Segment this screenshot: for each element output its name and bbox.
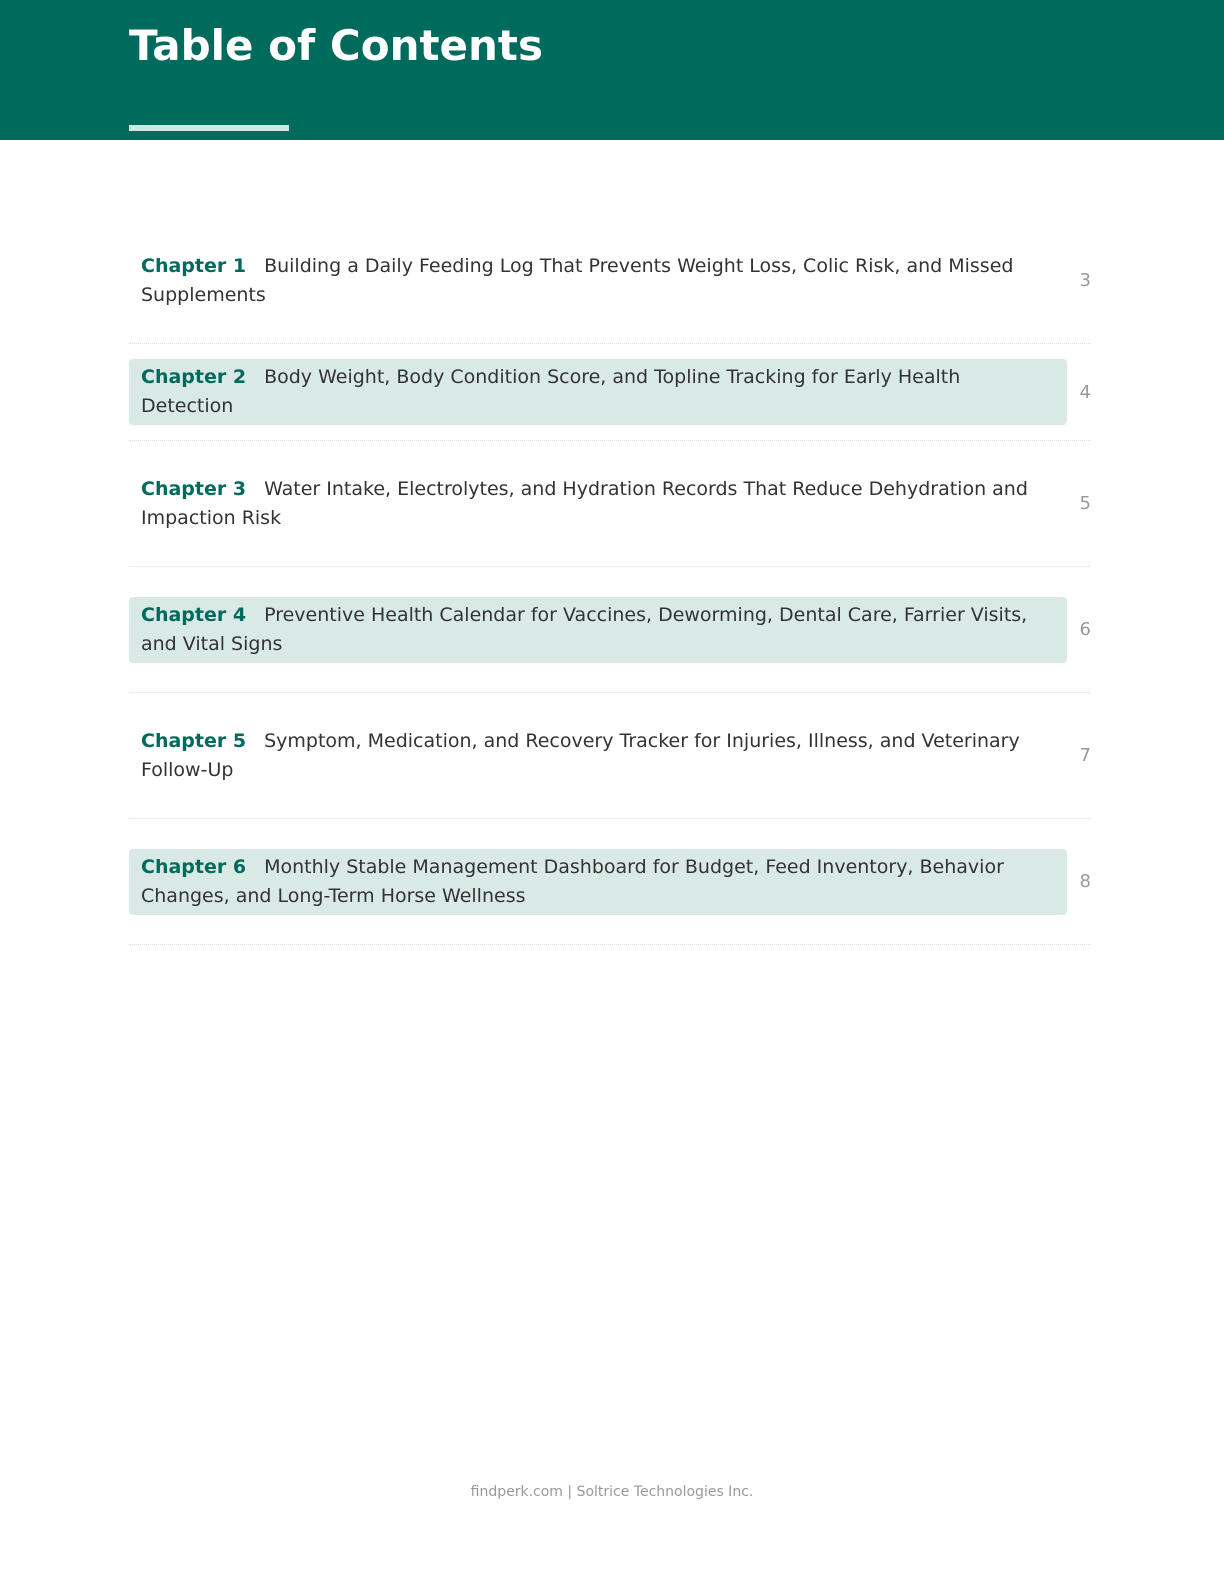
chapter-label: Chapter 2 xyxy=(141,366,247,388)
toc-entry-chapter-5[interactable] xyxy=(129,693,1091,819)
page-title: Table of Contents xyxy=(129,21,544,70)
chapter-label: Chapter 1 xyxy=(141,254,247,277)
chapter-title: Building a Daily Feeding Log That Prevents Weight Loss, Colic Risk, and Missed Supplements xyxy=(141,254,1014,306)
chapter-label: Chapter 4 xyxy=(141,603,247,626)
chapter-label: Chapter 6 xyxy=(141,855,247,878)
page-number: 8 xyxy=(1079,871,1091,892)
chapter-title: Water Intake, Electrolytes, and Hydration Records That Reduce Dehydration and Impaction Risk xyxy=(141,477,1028,529)
page-number: 6 xyxy=(1079,619,1091,640)
toc-entry-text xyxy=(129,723,1067,789)
page-number: 5 xyxy=(1079,493,1091,514)
chapter-title: Symptom, Medication, and Recovery Tracker for Injuries, Illness, and Veterinary Follow-Up xyxy=(141,729,1020,781)
table-of-contents xyxy=(129,218,1091,945)
page-number: 4 xyxy=(1079,381,1091,403)
page-number: 3 xyxy=(1079,270,1091,291)
chapter-title: Monthly Stable Management Dashboard for Budget, Feed Inventory, Behavior Changes, and Long-Term Horse Wellness xyxy=(141,855,1004,907)
toc-entry-text xyxy=(129,359,1067,425)
chapter-label: Chapter 3 xyxy=(141,477,247,500)
page-number: 7 xyxy=(1079,745,1091,766)
chapter-label: Chapter 5 xyxy=(141,729,247,752)
toc-entry-chapter-6[interactable] xyxy=(129,819,1091,945)
header-banner xyxy=(0,0,1224,140)
toc-entry-text xyxy=(129,471,1067,537)
title-underline xyxy=(129,125,289,131)
toc-entry-chapter-2[interactable] xyxy=(129,344,1091,441)
page-footer: findperk.com | Soltrice Technologies Inc. xyxy=(470,1484,754,1500)
chapter-title: Body Weight, Body Condition Score, and Topline Tracking for Early Health Detection xyxy=(141,366,961,417)
toc-entry-chapter-3[interactable] xyxy=(129,441,1091,567)
toc-entry-text xyxy=(129,248,1067,314)
toc-entry-chapter-1[interactable] xyxy=(129,218,1091,344)
toc-entry-text xyxy=(129,597,1067,663)
toc-entry-text xyxy=(129,849,1067,915)
chapter-title: Preventive Health Calendar for Vaccines, Deworming, Dental Care, Farrier Visits, and Vital Signs xyxy=(141,603,1028,655)
toc-entry-chapter-4[interactable] xyxy=(129,567,1091,693)
